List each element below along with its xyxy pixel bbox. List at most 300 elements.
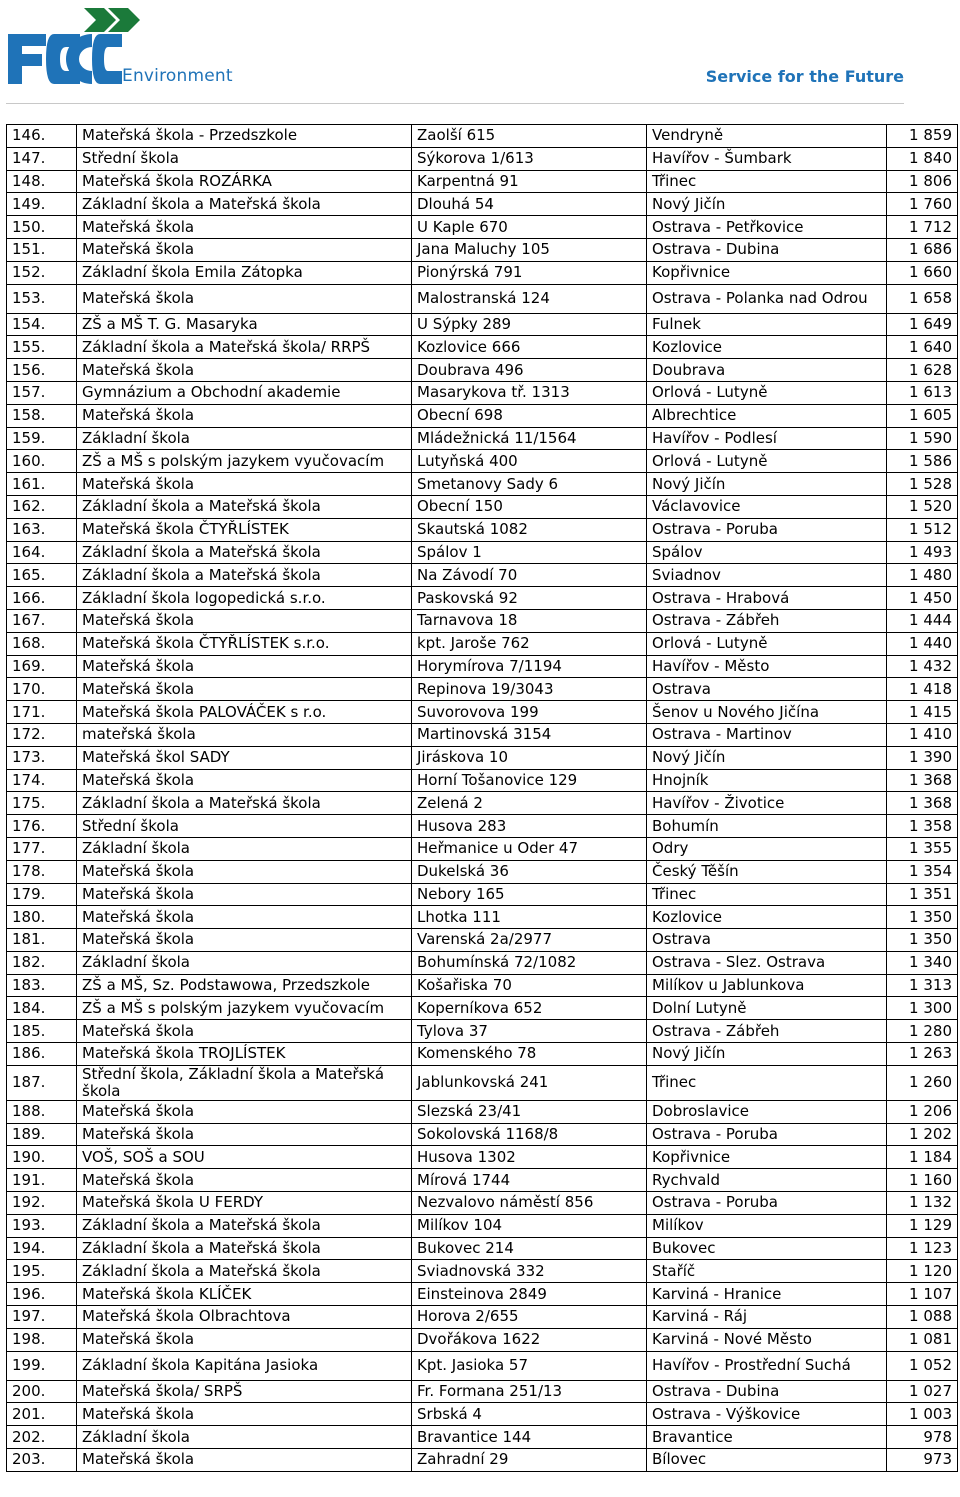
city-cell: Doubrava xyxy=(647,359,887,382)
value-cell: 1 613 xyxy=(887,381,958,404)
city-cell: Ostrava xyxy=(647,929,887,952)
row-number-cell: 189. xyxy=(7,1123,77,1146)
value-cell: 1 840 xyxy=(887,147,958,170)
row-number-cell: 163. xyxy=(7,518,77,541)
address-cell: Slezská 23/41 xyxy=(412,1100,647,1123)
school-name-cell: ZŠ a MŠ T. G. Masaryka xyxy=(77,313,412,336)
address-cell: Milíkov 104 xyxy=(412,1214,647,1237)
school-name-cell: Mateřská škola xyxy=(77,1123,412,1146)
value-cell: 1 658 xyxy=(887,284,958,313)
row-number-cell: 182. xyxy=(7,951,77,974)
table-row xyxy=(7,193,958,216)
row-number-cell: 175. xyxy=(7,792,77,815)
value-cell: 1 184 xyxy=(887,1146,958,1169)
address-cell: Tarnavova 18 xyxy=(412,609,647,632)
city-cell: Bravantice xyxy=(647,1426,887,1449)
address-cell: Jana Maluchy 105 xyxy=(412,238,647,261)
table-row xyxy=(7,723,958,746)
address-cell: Dvořákova 1622 xyxy=(412,1328,647,1351)
address-cell: Suvorovova 199 xyxy=(412,701,647,724)
city-cell: Orlová - Lutyně xyxy=(647,381,887,404)
school-name-cell: Mateřská škola xyxy=(77,906,412,929)
value-cell: 1 107 xyxy=(887,1283,958,1306)
table-row xyxy=(7,792,958,815)
row-number-cell: 192. xyxy=(7,1192,77,1215)
city-cell: Bohumín xyxy=(647,815,887,838)
value-cell: 1 088 xyxy=(887,1306,958,1329)
row-number-cell: 195. xyxy=(7,1260,77,1283)
city-cell: Bukovec xyxy=(647,1237,887,1260)
school-name-cell: Mateřská škol SADY xyxy=(77,746,412,769)
city-cell: Václavovice xyxy=(647,495,887,518)
city-cell: Ostrava - Dubina xyxy=(647,1380,887,1403)
table-row xyxy=(7,336,958,359)
school-name-cell: Mateřská škola xyxy=(77,359,412,382)
table-row xyxy=(7,313,958,336)
row-number-cell: 164. xyxy=(7,541,77,564)
value-cell: 1 263 xyxy=(887,1043,958,1066)
address-cell: Doubrava 496 xyxy=(412,359,647,382)
school-name-cell: Základní škola a Mateřská škola xyxy=(77,564,412,587)
table-body xyxy=(7,125,958,1472)
row-number-cell: 181. xyxy=(7,929,77,952)
city-cell: Hnojník xyxy=(647,769,887,792)
city-cell: Havířov - Město xyxy=(647,655,887,678)
school-name-cell: Základní škola a Mateřská škola xyxy=(77,1214,412,1237)
row-number-cell: 174. xyxy=(7,769,77,792)
value-cell: 973 xyxy=(887,1449,958,1472)
school-name-cell: Mateřská škola xyxy=(77,1020,412,1043)
row-number-cell: 152. xyxy=(7,261,77,284)
city-cell: Karviná - Nové Město xyxy=(647,1328,887,1351)
address-cell: Smetanovy Sady 6 xyxy=(412,473,647,496)
row-number-cell: 160. xyxy=(7,450,77,473)
city-cell: Třinec xyxy=(647,1065,887,1100)
school-name-cell: Základní škola xyxy=(77,837,412,860)
value-cell: 1 440 xyxy=(887,632,958,655)
row-number-cell: 149. xyxy=(7,193,77,216)
city-cell: Ostrava - Dubina xyxy=(647,238,887,261)
value-cell: 1 206 xyxy=(887,1100,958,1123)
row-number-cell: 176. xyxy=(7,815,77,838)
row-number-cell: 196. xyxy=(7,1283,77,1306)
row-number-cell: 191. xyxy=(7,1169,77,1192)
table-row xyxy=(7,1237,958,1260)
city-cell: Ostrava - Polanka nad Odrou xyxy=(647,284,887,313)
row-number-cell: 168. xyxy=(7,632,77,655)
row-number-cell: 155. xyxy=(7,336,77,359)
value-cell: 1 660 xyxy=(887,261,958,284)
address-cell: Dukelská 36 xyxy=(412,860,647,883)
table-row xyxy=(7,769,958,792)
city-cell: Staříč xyxy=(647,1260,887,1283)
school-name-cell: Mateřská škola xyxy=(77,1449,412,1472)
table-row xyxy=(7,655,958,678)
table-row xyxy=(7,1328,958,1351)
address-cell: Masarykova tř. 1313 xyxy=(412,381,647,404)
schools-table-container xyxy=(6,124,957,1472)
value-cell: 1 686 xyxy=(887,238,958,261)
school-name-cell: Mateřská škola xyxy=(77,473,412,496)
city-cell: Sviadnov xyxy=(647,564,887,587)
school-name-cell: Základní škola a Mateřská škola xyxy=(77,193,412,216)
table-row xyxy=(7,564,958,587)
school-name-cell: Mateřská škola ROZÁRKA xyxy=(77,170,412,193)
school-name-cell: Základní škola a Mateřská škola xyxy=(77,495,412,518)
value-cell: 1 432 xyxy=(887,655,958,678)
school-name-cell: Střední škola xyxy=(77,815,412,838)
school-name-cell: ZŠ a MŠ s polským jazykem vyučovacím xyxy=(77,450,412,473)
table-row xyxy=(7,1169,958,1192)
address-cell: Heřmanice u Oder 47 xyxy=(412,837,647,860)
address-cell: Mírová 1744 xyxy=(412,1169,647,1192)
row-number-cell: 165. xyxy=(7,564,77,587)
table-row xyxy=(7,147,958,170)
table-row xyxy=(7,359,958,382)
table-row xyxy=(7,746,958,769)
address-cell: Zelená 2 xyxy=(412,792,647,815)
city-cell: Český Těšín xyxy=(647,860,887,883)
row-number-cell: 161. xyxy=(7,473,77,496)
city-cell: Albrechtice xyxy=(647,404,887,427)
table-row xyxy=(7,1260,958,1283)
table-row xyxy=(7,997,958,1020)
value-cell: 1 590 xyxy=(887,427,958,450)
city-cell: Dolní Lutyně xyxy=(647,997,887,1020)
address-cell: Bukovec 214 xyxy=(412,1237,647,1260)
city-cell: Nový Jičín xyxy=(647,193,887,216)
address-cell: Košařiska 70 xyxy=(412,974,647,997)
address-cell: Sviadnovská 332 xyxy=(412,1260,647,1283)
city-cell: Ostrava - Zábřeh xyxy=(647,1020,887,1043)
table-row xyxy=(7,1065,958,1100)
address-cell: Dlouhá 54 xyxy=(412,193,647,216)
value-cell: 1 368 xyxy=(887,769,958,792)
row-number-cell: 154. xyxy=(7,313,77,336)
address-cell: Horymírova 7/1194 xyxy=(412,655,647,678)
value-cell: 1 450 xyxy=(887,587,958,610)
city-cell: Havířov - Životice xyxy=(647,792,887,815)
address-cell: Horova 2/655 xyxy=(412,1306,647,1329)
address-cell: Komenského 78 xyxy=(412,1043,647,1066)
table-row xyxy=(7,860,958,883)
city-cell: Kozlovice xyxy=(647,906,887,929)
value-cell: 1 350 xyxy=(887,929,958,952)
address-cell: Skautská 1082 xyxy=(412,518,647,541)
row-number-cell: 203. xyxy=(7,1449,77,1472)
city-cell: Ostrava - Petřkovice xyxy=(647,216,887,239)
address-cell: Einsteinova 2849 xyxy=(412,1283,647,1306)
school-name-cell: Mateřská škola xyxy=(77,1328,412,1351)
school-name-cell: Mateřská škola TROJLÍSTEK xyxy=(77,1043,412,1066)
row-number-cell: 166. xyxy=(7,587,77,610)
value-cell: 1 027 xyxy=(887,1380,958,1403)
school-name-cell: Základní škola xyxy=(77,1426,412,1449)
address-cell: Tylova 37 xyxy=(412,1020,647,1043)
school-name-cell: Mateřská škola xyxy=(77,609,412,632)
table-row xyxy=(7,238,958,261)
value-cell: 1 418 xyxy=(887,678,958,701)
address-cell: Koperníkova 652 xyxy=(412,997,647,1020)
city-cell: Karviná - Ráj xyxy=(647,1306,887,1329)
row-number-cell: 172. xyxy=(7,723,77,746)
address-cell: Lutyňská 400 xyxy=(412,450,647,473)
school-name-cell: Mateřská škola ČTYŘLÍSTEK xyxy=(77,518,412,541)
value-cell: 1 512 xyxy=(887,518,958,541)
address-cell: Zaolší 615 xyxy=(412,125,647,148)
value-cell: 1 354 xyxy=(887,860,958,883)
school-name-cell: Mateřská škola xyxy=(77,929,412,952)
school-name-cell: Mateřská škola - Przedszkole xyxy=(77,125,412,148)
table-row xyxy=(7,815,958,838)
row-number-cell: 151. xyxy=(7,238,77,261)
address-cell: Repinova 19/3043 xyxy=(412,678,647,701)
school-name-cell: ZŠ a MŠ s polským jazykem vyučovacím xyxy=(77,997,412,1020)
value-cell: 1 355 xyxy=(887,837,958,860)
address-cell: Martinovská 3154 xyxy=(412,723,647,746)
table-row xyxy=(7,1214,958,1237)
table-row xyxy=(7,883,958,906)
school-name-cell: Základní škola a Mateřská škola xyxy=(77,1237,412,1260)
school-name-cell: mateřská škola xyxy=(77,723,412,746)
table-row xyxy=(7,125,958,148)
school-name-cell: Mateřská škola xyxy=(77,678,412,701)
city-cell: Rychvald xyxy=(647,1169,887,1192)
address-cell: Malostranská 124 xyxy=(412,284,647,313)
table-row xyxy=(7,381,958,404)
value-cell: 1 280 xyxy=(887,1020,958,1043)
table-row xyxy=(7,906,958,929)
address-cell: Jablunkovská 241 xyxy=(412,1065,647,1100)
school-name-cell: Základní škola a Mateřská škola xyxy=(77,792,412,815)
city-cell: Ostrava - Zábřeh xyxy=(647,609,887,632)
row-number-cell: 179. xyxy=(7,883,77,906)
row-number-cell: 199. xyxy=(7,1351,77,1380)
city-cell: Bílovec xyxy=(647,1449,887,1472)
city-cell: Spálov xyxy=(647,541,887,564)
city-cell: Šenov u Nového Jičína xyxy=(647,701,887,724)
address-cell: Mládežnická 11/1564 xyxy=(412,427,647,450)
row-number-cell: 162. xyxy=(7,495,77,518)
school-name-cell: Mateřská škola xyxy=(77,404,412,427)
row-number-cell: 158. xyxy=(7,404,77,427)
city-cell: Kozlovice xyxy=(647,336,887,359)
value-cell: 1 313 xyxy=(887,974,958,997)
table-row xyxy=(7,216,958,239)
address-cell: Fr. Formana 251/13 xyxy=(412,1380,647,1403)
school-name-cell: Základní škola xyxy=(77,427,412,450)
row-number-cell: 156. xyxy=(7,359,77,382)
address-cell: Sýkorova 1/613 xyxy=(412,147,647,170)
school-name-cell: Mateřská škola PALOVÁČEK s r.o. xyxy=(77,701,412,724)
table-row xyxy=(7,701,958,724)
address-cell: Horní Tošanovice 129 xyxy=(412,769,647,792)
row-number-cell: 194. xyxy=(7,1237,77,1260)
school-name-cell: Mateřská škola xyxy=(77,1100,412,1123)
row-number-cell: 177. xyxy=(7,837,77,860)
table-row xyxy=(7,1283,958,1306)
city-cell: Havířov - Podlesí xyxy=(647,427,887,450)
row-number-cell: 202. xyxy=(7,1426,77,1449)
row-number-cell: 146. xyxy=(7,125,77,148)
city-cell: Orlová - Lutyně xyxy=(647,632,887,655)
value-cell: 1 350 xyxy=(887,906,958,929)
table-row xyxy=(7,1043,958,1066)
value-cell: 1 586 xyxy=(887,450,958,473)
row-number-cell: 187. xyxy=(7,1065,77,1100)
row-number-cell: 150. xyxy=(7,216,77,239)
school-name-cell: Mateřská škola KLÍČEK xyxy=(77,1283,412,1306)
address-cell: Husova 1302 xyxy=(412,1146,647,1169)
row-number-cell: 169. xyxy=(7,655,77,678)
value-cell: 1 260 xyxy=(887,1065,958,1100)
row-number-cell: 171. xyxy=(7,701,77,724)
address-cell: Lhotka 111 xyxy=(412,906,647,929)
value-cell: 1 806 xyxy=(887,170,958,193)
value-cell: 1 300 xyxy=(887,997,958,1020)
address-cell: Varenská 2a/2977 xyxy=(412,929,647,952)
address-cell: U Sýpky 289 xyxy=(412,313,647,336)
address-cell: Sokolovská 1168/8 xyxy=(412,1123,647,1146)
value-cell: 1 640 xyxy=(887,336,958,359)
row-number-cell: 178. xyxy=(7,860,77,883)
city-cell: Kopřivnice xyxy=(647,261,887,284)
city-cell: Milíkov xyxy=(647,1214,887,1237)
row-number-cell: 180. xyxy=(7,906,77,929)
value-cell: 1 760 xyxy=(887,193,958,216)
school-name-cell: Mateřská škola xyxy=(77,655,412,678)
address-cell: Bravantice 144 xyxy=(412,1426,647,1449)
table-row xyxy=(7,1100,958,1123)
city-cell: Kopřivnice xyxy=(647,1146,887,1169)
school-name-cell: Střední škola, Základní škola a Mateřská škola xyxy=(77,1065,412,1100)
page-header xyxy=(0,0,960,108)
value-cell: 1 480 xyxy=(887,564,958,587)
value-cell: 1 390 xyxy=(887,746,958,769)
value-cell: 1 358 xyxy=(887,815,958,838)
school-name-cell: Mateřská škola xyxy=(77,1169,412,1192)
table-row xyxy=(7,1146,958,1169)
table-row xyxy=(7,1020,958,1043)
row-number-cell: 185. xyxy=(7,1020,77,1043)
table-row xyxy=(7,837,958,860)
value-cell: 1 605 xyxy=(887,404,958,427)
row-number-cell: 173. xyxy=(7,746,77,769)
city-cell: Havířov - Prostřední Suchá xyxy=(647,1351,887,1380)
value-cell: 1 410 xyxy=(887,723,958,746)
city-cell: Ostrava - Poruba xyxy=(647,1123,887,1146)
address-cell: Na Závodí 70 xyxy=(412,564,647,587)
table-row xyxy=(7,427,958,450)
table-row xyxy=(7,609,958,632)
school-name-cell: Mateřská škola xyxy=(77,860,412,883)
table-row xyxy=(7,1403,958,1426)
value-cell: 978 xyxy=(887,1426,958,1449)
value-cell: 1 003 xyxy=(887,1403,958,1426)
value-cell: 1 123 xyxy=(887,1237,958,1260)
value-cell: 1 340 xyxy=(887,951,958,974)
value-cell: 1 132 xyxy=(887,1192,958,1215)
school-name-cell: Střední škola xyxy=(77,147,412,170)
value-cell: 1 493 xyxy=(887,541,958,564)
row-number-cell: 184. xyxy=(7,997,77,1020)
address-cell: Nebory 165 xyxy=(412,883,647,906)
value-cell: 1 368 xyxy=(887,792,958,815)
school-name-cell: Mateřská škola ČTYŘLÍSTEK s.r.o. xyxy=(77,632,412,655)
row-number-cell: 170. xyxy=(7,678,77,701)
city-cell: Ostrava - Výškovice xyxy=(647,1403,887,1426)
address-cell: Spálov 1 xyxy=(412,541,647,564)
city-cell: Nový Jičín xyxy=(647,746,887,769)
table-row xyxy=(7,518,958,541)
table-row xyxy=(7,1380,958,1403)
address-cell: Obecní 150 xyxy=(412,495,647,518)
value-cell: 1 202 xyxy=(887,1123,958,1146)
city-cell: Ostrava - Poruba xyxy=(647,518,887,541)
table-row xyxy=(7,284,958,313)
school-name-cell: Mateřská škola/ SRPŠ xyxy=(77,1380,412,1403)
row-number-cell: 183. xyxy=(7,974,77,997)
address-cell: Zahradní 29 xyxy=(412,1449,647,1472)
address-cell: Jiráskova 10 xyxy=(412,746,647,769)
row-number-cell: 159. xyxy=(7,427,77,450)
row-number-cell: 197. xyxy=(7,1306,77,1329)
city-cell: Ostrava - Poruba xyxy=(647,1192,887,1215)
school-name-cell: Mateřská škola xyxy=(77,216,412,239)
address-cell: U Kaple 670 xyxy=(412,216,647,239)
school-name-cell: Základní škola a Mateřská škola xyxy=(77,541,412,564)
table-row xyxy=(7,974,958,997)
address-cell: Bohumínská 72/1082 xyxy=(412,951,647,974)
table-row xyxy=(7,404,958,427)
value-cell: 1 444 xyxy=(887,609,958,632)
school-name-cell: Základní škola a Mateřská škola/ RRPŠ xyxy=(77,336,412,359)
row-number-cell: 157. xyxy=(7,381,77,404)
row-number-cell: 188. xyxy=(7,1100,77,1123)
row-number-cell: 193. xyxy=(7,1214,77,1237)
address-cell: Husova 283 xyxy=(412,815,647,838)
table-row xyxy=(7,1449,958,1472)
school-name-cell: Základní škola Emila Zátopka xyxy=(77,261,412,284)
address-cell: Nezvalovo náměstí 856 xyxy=(412,1192,647,1215)
city-cell: Nový Jičín xyxy=(647,473,887,496)
table-row xyxy=(7,587,958,610)
value-cell: 1 415 xyxy=(887,701,958,724)
school-name-cell: Základní škola a Mateřská škola xyxy=(77,1260,412,1283)
value-cell: 1 160 xyxy=(887,1169,958,1192)
school-name-cell: Základní škola xyxy=(77,951,412,974)
table-row xyxy=(7,951,958,974)
table-row xyxy=(7,450,958,473)
school-name-cell: Mateřská škola xyxy=(77,1403,412,1426)
value-cell: 1 052 xyxy=(887,1351,958,1380)
city-cell: Dobroslavice xyxy=(647,1100,887,1123)
value-cell: 1 081 xyxy=(887,1328,958,1351)
row-number-cell: 198. xyxy=(7,1328,77,1351)
row-number-cell: 200. xyxy=(7,1380,77,1403)
row-number-cell: 153. xyxy=(7,284,77,313)
value-cell: 1 528 xyxy=(887,473,958,496)
table-row xyxy=(7,1306,958,1329)
school-name-cell: Mateřská škola xyxy=(77,284,412,313)
address-cell: Paskovská 92 xyxy=(412,587,647,610)
city-cell: Odry xyxy=(647,837,887,860)
slogan: Service for the Future xyxy=(705,67,904,86)
school-name-cell: Základní škola Kapitána Jasioka xyxy=(77,1351,412,1380)
value-cell: 1 649 xyxy=(887,313,958,336)
city-cell: Ostrava xyxy=(647,678,887,701)
row-number-cell: 186. xyxy=(7,1043,77,1066)
